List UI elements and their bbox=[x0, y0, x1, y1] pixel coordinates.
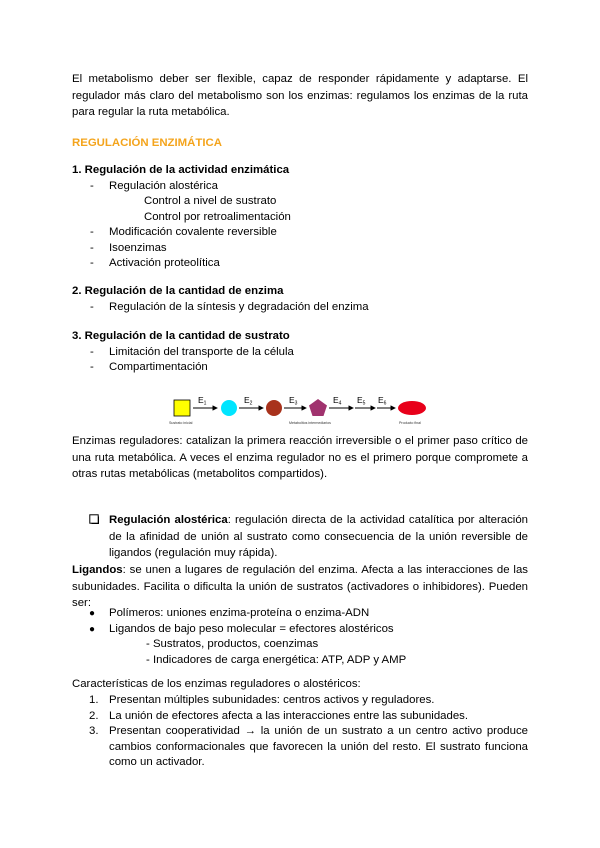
metabolite-2-circle bbox=[266, 400, 282, 416]
section-2-list bbox=[72, 300, 528, 316]
list-item: ● Ligandos de bajo peso molecular = efectores alostéricos bbox=[89, 622, 394, 635]
checkbox-icon bbox=[89, 514, 99, 524]
list-item: - Limitación del transporte de la célula bbox=[90, 345, 294, 358]
sub-item: Control por retroalimentación bbox=[144, 210, 291, 223]
section-3-list bbox=[72, 345, 528, 376]
ligandos-block bbox=[72, 562, 528, 612]
sub-item: Control a nivel de sustrato bbox=[144, 195, 277, 207]
section-heading: REGULACIÓN ENZIMÁTICA bbox=[72, 137, 222, 149]
list-item: 3. Presentan cooperatividad → la unión de un sustrato a un centro activo produce cambios conformacionales que favorecen la unión del resto. El sustrato funciona como un activador. bbox=[89, 725, 528, 768]
enzyme-label-3: E3 bbox=[289, 395, 298, 407]
section-3-title: 3. Regulación de la cantidad de sustrato bbox=[72, 330, 290, 342]
ligandos-list bbox=[72, 606, 528, 668]
product-ellipse bbox=[398, 401, 426, 415]
list-item: ● Polímeros: uniones enzima-proteína o enzima-ADN bbox=[89, 607, 370, 619]
enzyme-label-6: E6 bbox=[378, 395, 387, 407]
label-start: Sustrato inicial bbox=[169, 421, 193, 425]
metabolite-1-circle bbox=[221, 400, 237, 416]
enzyme-label-1: E1 bbox=[198, 395, 207, 407]
caracteristicas-items bbox=[72, 693, 528, 771]
caracteristicas-title: Características de los enzimas reguladores o alostéricos: bbox=[72, 678, 361, 690]
label-end: Producto final bbox=[399, 421, 421, 425]
enzyme-label-4: E4 bbox=[333, 395, 342, 407]
section-1 bbox=[72, 162, 528, 272]
enzimas-reguladores-paragraph: Enzimas reguladores: catalizan la primera reacción irreversible o el primer paso crítico de una ruta metabólica. A veces el enzima regulador no es el primero porque compromete a otras rutas metabólicas (metabolitos compartidos). bbox=[72, 435, 528, 480]
list-item: - Isoenzimas bbox=[90, 241, 167, 254]
list-item: - Regulación alostérica bbox=[90, 179, 218, 192]
section-1-title: 1. Regulación de la actividad enzimática bbox=[72, 164, 290, 176]
substrate-square bbox=[174, 400, 190, 416]
enzyme-label-5: E5 bbox=[357, 395, 366, 407]
ligandos-text: : se unen a lugares de regulación del enzima. Afecta a las interacciones de las subunidades. Facilita o dificulta la unión de sustratos (activadores o inhibidores). Pueden ser: bbox=[72, 564, 528, 609]
ligandos-term: Ligandos bbox=[72, 564, 123, 576]
list-item: - Regulación de la síntesis y degradación del enzima bbox=[90, 300, 369, 313]
metabolite-3-pentagon bbox=[309, 399, 327, 416]
alosterica-block bbox=[92, 512, 528, 562]
intro-paragraph: El metabolismo deber ser flexible, capaz de responder rápidamente y adaptarse. El regulador más claro del metabolismo son los enzimas: regulamos los enzimas de la ruta para regular la ruta metabólica. bbox=[72, 73, 528, 118]
list-item: - Compartimentación bbox=[90, 361, 208, 373]
section-1-list-rest bbox=[72, 225, 528, 272]
list-item: 2. La unión de efectores afecta a las interacciones entre las subunidades. bbox=[89, 709, 469, 722]
label-middle: Metabolitos intermediarios bbox=[289, 421, 331, 425]
sub-item: - Sustratos, productos, coenzimas bbox=[146, 638, 319, 650]
caracteristicas-list bbox=[72, 693, 528, 771]
list-item: 1. Presentan múltiples subunidades: centros activos y reguladores. bbox=[89, 694, 435, 706]
section-3 bbox=[72, 328, 528, 376]
alosterica-term: Regulación alostérica bbox=[109, 514, 228, 526]
metabolic-pathway-diagram bbox=[165, 392, 455, 432]
section-2 bbox=[72, 283, 528, 315]
list-item: - Activación proteolítica bbox=[90, 257, 220, 269]
alosterica-text: : regulación directa de la actividad catalítica por alteración de la afinidad de unión al sustrato como consecuencia de la unión reversible de ligandos (regulación muy rápida). bbox=[109, 514, 528, 559]
list-item: - Modificación covalente reversible bbox=[90, 226, 277, 238]
sub-item: - Indicadores de carga energética: ATP, ADP y AMP bbox=[146, 653, 407, 666]
section-2-title: 2. Regulación de la cantidad de enzima bbox=[72, 285, 284, 297]
enzyme-label-2: E2 bbox=[244, 395, 253, 407]
ligandos-bullets bbox=[72, 606, 528, 637]
section-1-list bbox=[72, 179, 528, 195]
